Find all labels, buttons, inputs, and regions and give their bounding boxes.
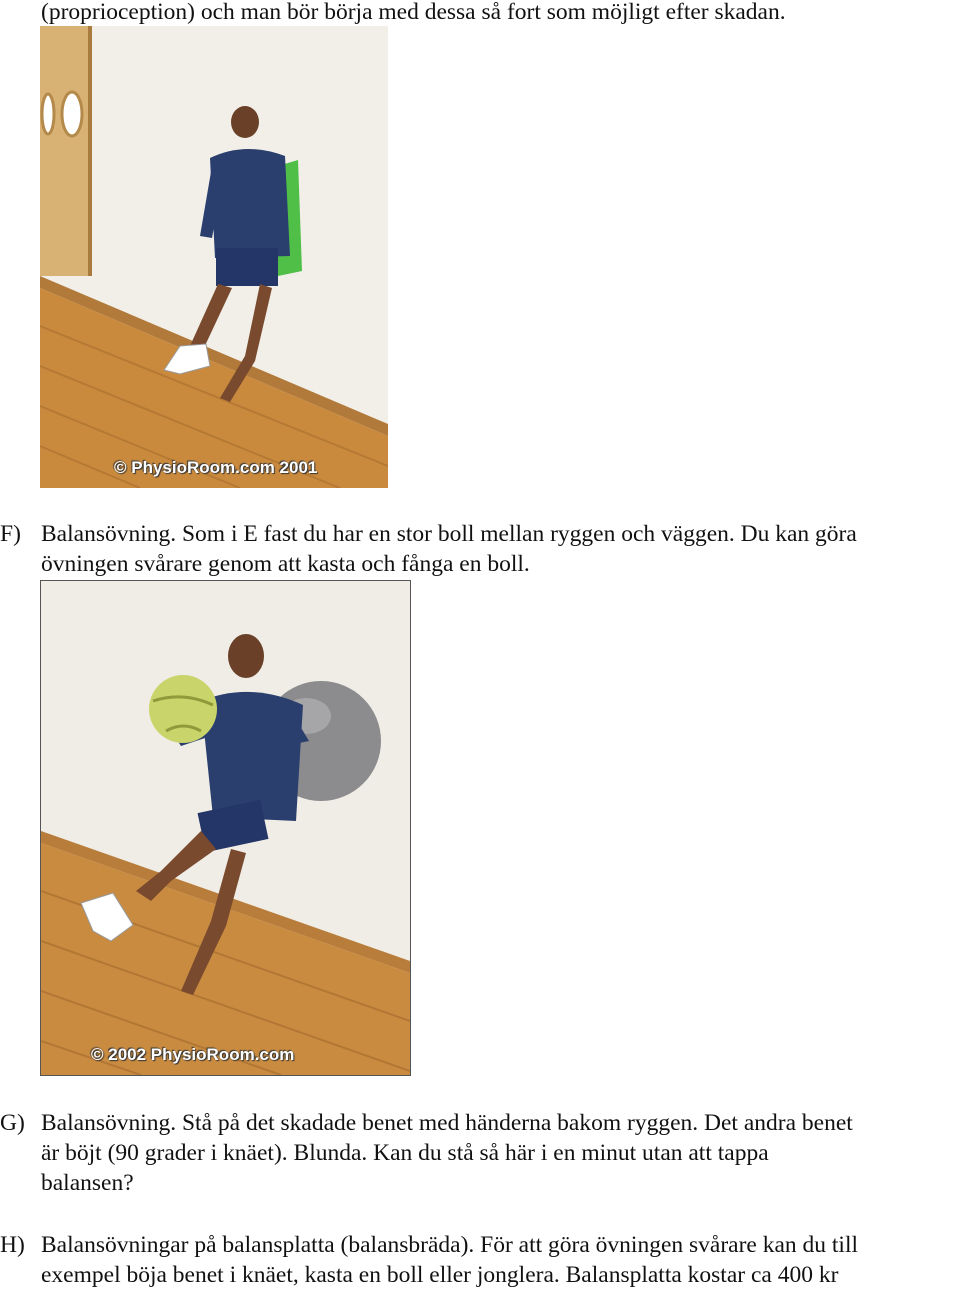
exercise-illustration-2 xyxy=(41,581,410,1075)
section-f-line: Balansövning. Som i E fast du har en stor boll mellan ryggen och väggen. Du kan göra xyxy=(41,521,857,547)
section-g-line: är böjt (90 grader i knäet). Blunda. Kan du stå så här i en minut utan att tappa xyxy=(41,1140,769,1166)
section-marker-g: G) xyxy=(0,1110,25,1136)
section-h-line: exempel böja benet i knäet, kasta en boll eller jonglera. Balansplatta kostar ca 400 kr xyxy=(41,1262,839,1288)
section-g-line: balansen? xyxy=(41,1170,134,1196)
exercise-photo-ball xyxy=(40,580,411,1076)
exercise-photo-wall-mat xyxy=(40,26,388,488)
photo-copyright: © 2002 PhysioRoom.com xyxy=(91,1045,295,1064)
section-h-line: Balansövningar på balansplatta (balansbräda). För att göra övningen svårare kan du till xyxy=(41,1232,859,1258)
photo-copyright: © PhysioRoom.com 2001 xyxy=(114,458,318,477)
section-f-line: övningen svårare genom att kasta och fånga en boll. xyxy=(41,551,530,577)
intro-text-line: (proprioception) och man bör börja med dessa så fort som möjligt efter skadan. xyxy=(41,0,786,25)
section-marker-f: F) xyxy=(0,521,21,547)
section-marker-h: H) xyxy=(0,1232,25,1258)
exercise-illustration-1 xyxy=(40,26,388,488)
section-g-line: Balansövning. Stå på det skadade benet med händerna bakom ryggen. Det andra benet xyxy=(41,1110,853,1136)
